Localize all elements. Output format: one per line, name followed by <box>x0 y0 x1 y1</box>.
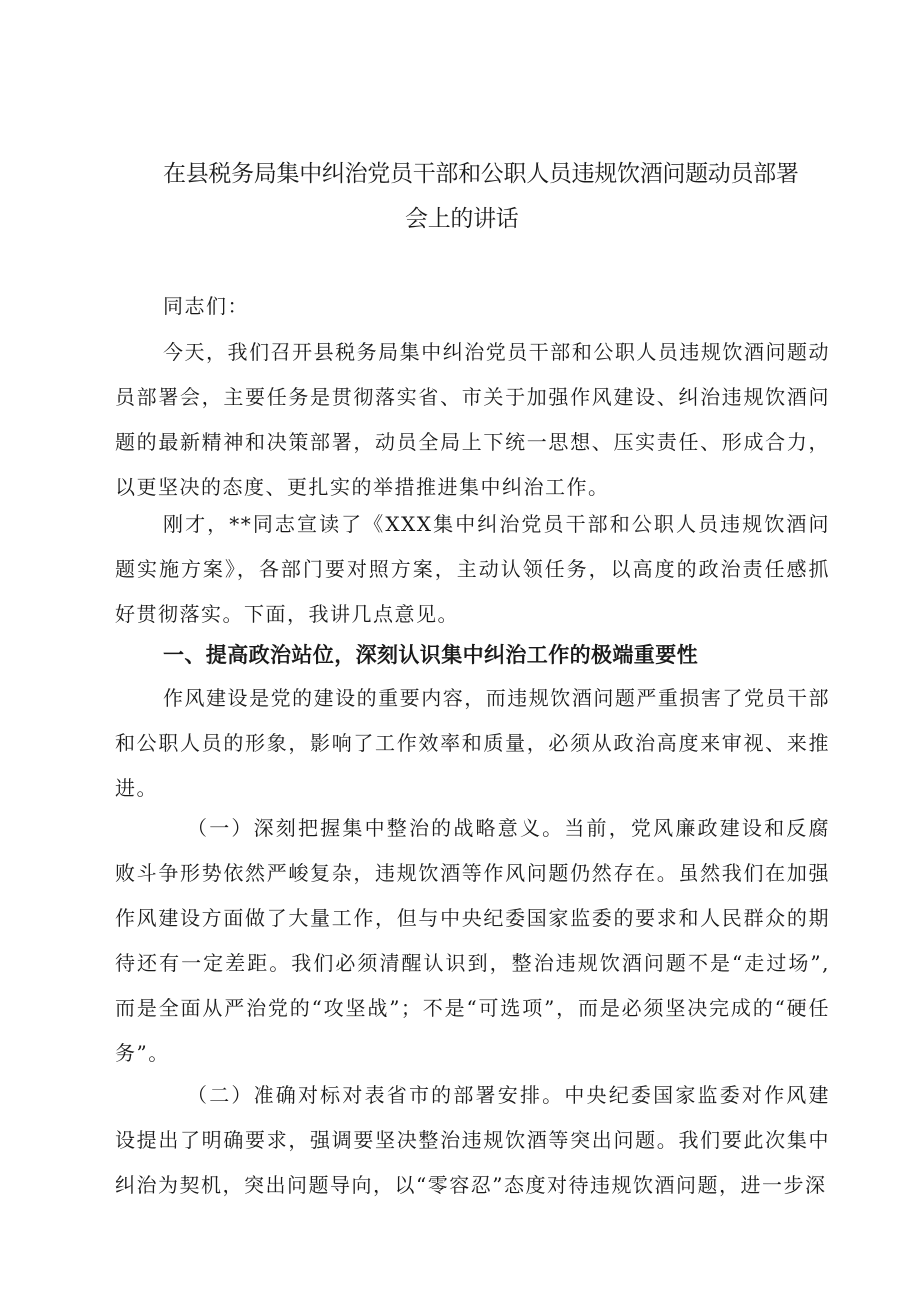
paragraph-subsection-1: （一）深刻把握集中整治的战略意义。当前，党风廉政建设和反腐败斗争形势依然严峻复杂，违规饮酒等作风问题仍然存在。虽然我们在加强作风建设方面做了大量工作，但与中央纪委国家监委的要求和人民群众的期待还有一定差距。我们必须清醒认识到，整治违规饮酒问题不是“走过场”,而是全面从严治党的“攻坚战”；不是“可选项”，而是必须坚决完成的“硬任务”。 <box>115 816 830 1065</box>
paragraph-section-1-intro: 作风建设是党的建设的重要内容，而违规饮酒问题严重损害了党员干部和公职人员的形象，影响了工作效率和质量，必须从政治高度来审视、来推进。 <box>115 686 830 800</box>
salutation: 同志们： <box>163 294 249 318</box>
section-heading-1: 一、提高政治站位，深刻认识集中纠治工作的极端重要性 <box>163 643 698 667</box>
paragraph-subsection-2: （二）准确对标对表省市的部署安排。中央纪委国家监委对作风建设提出了明确要求，强调要坚决整治违规饮酒等突出问题。我们要此次集中纠治为契机，突出问题导向，以“零容忍”态度对待违规饮酒问题，进一步深 <box>115 1083 830 1197</box>
paragraph-plan: 刚才，**同志宣读了《XXX集中纠治党员干部和公职人员违规饮酒问题实施方案》，各部门要对照方案，主动认领任务，以高度的政治责任感抓好贯彻落实。下面，我讲几点意见。 <box>115 512 830 626</box>
paragraph-intro: 今天，我们召开县税务局集中纠治党员干部和公职人员违规饮酒问题动员部署会，主要任务是贯彻落实省、市关于加强作风建设、纠治违规饮酒问题的最新精神和决策部署，动员全局上下统一思想、压实责任、形成合力，以更坚决的态度、更扎实的举措推进集中纠治工作。 <box>115 340 830 499</box>
document-title-line-1: 在县税务局集中纠治党员干部和公职人员违规饮酒问题动员部署 <box>163 161 799 187</box>
document-title-line-2: 会上的讲话 <box>405 206 519 232</box>
